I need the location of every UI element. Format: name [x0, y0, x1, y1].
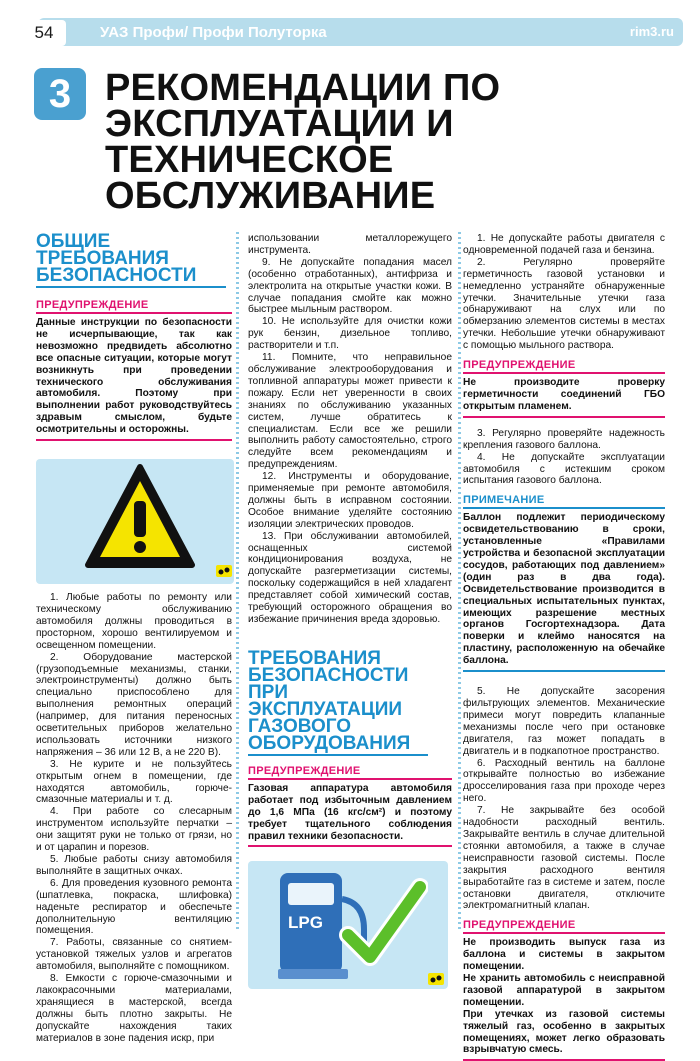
- warning-label: ПРЕДУПРЕЖДЕНИЕ: [248, 764, 452, 780]
- list-item: 10. Не используйте для очистки кожи рук бензин, дизельное топливо, растворители и т.п.: [248, 316, 452, 352]
- list-item: 5. Не допускайте засорения фильтрующих элементов. Механические примеси могут повредить клапанные механизмы после чего при остановке двигателя, газ может попадать в двигатель и в подкапотное пространство.: [463, 686, 665, 757]
- list-item: 1. Не допускайте работы двигателя с одновременной подачей газа и бензина.: [463, 233, 665, 256]
- warning-text: [463, 937, 665, 1059]
- warning-text: Газовая аппаратура автомобиля работает под избыточным давлением до 1,6 МПа (16 кгс/см²) и поэтому требует тщательного соблюдения правил техники безопасности.: [248, 782, 452, 842]
- wrench-icon: [216, 565, 232, 577]
- column-2: [248, 233, 452, 989]
- list-item: 2. Регулярно проверяйте герметичность газовой установки и немедленно устраняйте обнаруженные утечки. Значительные утечки газа обнаруживают на слух или по обмерзанию элементов системы в местах утечки. Небольшие утечки обнаруживают с помощью мыльного раствора.: [463, 256, 665, 352]
- list-item: 11. Помните, что неправильное обслуживание электрооборудования и топливной аппаратуры может привести к пожару. Если нет уверенности в своих знаниях по обслуживанию указанных систем, лучше обратитесь к специалистам. Если все же решили выполнить работу самостоятельно, строго следуйте всем рекомендациям и предупреждениям.: [248, 352, 452, 471]
- list-item: 13. При обслуживании автомобилей, оснащенных системой кондиционирования воздуха, не допускайте разгерметизации системы, поскольку содержащийся в ней хладагент представляет собой химический состав, требующий осторожного обращения во избежание причинения вреда здоровью.: [248, 530, 452, 625]
- warning-end-rule: [463, 416, 665, 418]
- note-end-rule: [463, 670, 665, 672]
- gas-list-b: [463, 428, 665, 488]
- header-site[interactable]: rim3.ru: [629, 24, 674, 39]
- warning-label: ПРЕДУПРЕЖДЕНИЕ: [36, 298, 232, 314]
- list-item: использовании металлорежущего инструмента.: [248, 233, 452, 256]
- column-1: [36, 233, 232, 1045]
- lpg-label: LPG: [288, 913, 323, 933]
- warning-end-rule: [248, 845, 452, 847]
- column-divider: [458, 232, 461, 932]
- list-item: 8. Емкости с горюче-смазочными и лакокрасочными материалами, хранящиеся в мастерской, всегда должны быть плотно закрыты. Не допускайте нахождения таких материалов в зоне падения искр, при: [36, 973, 232, 1044]
- page-title: РЕКОМЕНДАЦИИ ПО ЭКСПЛУАТАЦИИ И ТЕХНИЧЕСКОЕ ОБСЛУЖИВАНИЕ: [105, 67, 501, 217]
- warning-label: ПРЕДУПРЕЖДЕНИЕ: [463, 358, 665, 374]
- warning-text: Данные инструкции по безопасности не исчерпывающие, так как невозможно предвидеть абсолютно все опасные ситуации, которые могут возникнуть при проведении технического обслуживания автомобиля. Поэтому при выполнении работ руководствуйтесь здравым смыслом, будьте осмотрительны и осторожны.: [36, 317, 232, 436]
- note-label: ПРИМЕЧАНИЕ: [463, 493, 665, 509]
- list-item: 5. Любые работы снизу автомобиля выполняйте в защитных очках.: [36, 854, 232, 877]
- warning-line: При утечках из газовой системы тяжелый газ, особенно в закрытых помещениях, может легко образовать взрывчатую смесь.: [463, 1008, 665, 1056]
- list-item: 6. Расходный вентиль на баллоне открывайте полностью во избежание дросселирования газа при проходе через него.: [463, 757, 665, 805]
- safety-list-continued: [248, 233, 452, 626]
- warning-end-rule: [36, 439, 232, 441]
- section-heading: ТРЕБОВАНИЯ БЕЗОПАСНОСТИ ПРИ ЭКСПЛУАТАЦИИ ГАЗОВОГО ОБОРУДОВАНИЯ: [248, 650, 428, 756]
- section-number-badge: 3: [34, 68, 86, 120]
- list-item: 3. Не курите и не пользуйтесь открытым огнем в помещении, где находятся автомобиль, горюче-смазочные материалы и т. д.: [36, 758, 232, 806]
- gas-list-a: [463, 233, 665, 352]
- lpg-illustration: [248, 861, 452, 989]
- list-item: 3. Регулярно проверяйте надежность крепления газового баллона.: [463, 427, 665, 451]
- page-number: 54: [22, 20, 66, 46]
- warning-text: Не производите проверку герметичности соединений ГБО открытым пламенем.: [463, 377, 665, 412]
- list-item: 2. Оборудование мастерской (грузоподъемные механизмы, станки, электроинструменты) должно быть специально приспособлено для выполнения ремонтных операций (например, для питания переносных осветительных приборов желательно использовать источники низкого напряжения – 36 или 12 В, а не 220 В).: [36, 651, 232, 758]
- list-item: 9. Не допускайте попадания масел (особенно отработанных), антифриза и электролита на открытые участки кожи. В случае попадания смойте как можно быстрее мыльным раствором.: [248, 256, 452, 316]
- note-text: Баллон подлежит периодическому освидетельствованию в сроки, установленные «Правилами устройства и безопасной эксплуатации сосудов, работающих под давлением» (один раз в два года). Освидетельствование производится в специальных испытательных пунктах, имеющих разрешение местных органов Госгортехнадзора. Дата поверки и клеймо наносятся на пластину, расположенную на обечайке баллона.: [463, 512, 665, 667]
- warning-line: Не хранить автомобиль с неисправной газовой аппаратурой в закрытом помещении.: [463, 973, 665, 1008]
- list-item: 4. При работе со слесарным инструментом используйте перчатки – они защитят руки не только от грязи, но и от царапин и порезов.: [36, 806, 232, 854]
- wrench-icon: [428, 973, 444, 985]
- safety-list: [36, 592, 232, 1044]
- column-divider: [236, 232, 239, 932]
- warning-label: ПРЕДУПРЕЖДЕНИЕ: [463, 918, 665, 934]
- column-3: [463, 233, 665, 1061]
- hazard-illustration: [36, 459, 232, 584]
- list-item: 7. Не закрывайте без особой надобности расходный вентиль. Закрывайте вентиль в случае длительной стоянки автомобиля, а также в случае неисправности газовой системы. После закрытия расходного вентиля выработайте газ в системе и затем, после остановки двигателя, отключите электромагнитный клапан.: [463, 805, 665, 912]
- gas-list-c: [463, 686, 665, 912]
- warning-triangle-icon: [84, 463, 196, 571]
- list-item: 6. Для проведения кузовного ремонта (шпатлевка, покраска, шлифовка) наденьте респиратор и обеспечьте дополнительную вентиляцию помещения.: [36, 877, 232, 937]
- list-item: 12. Инструменты и оборудование, применяемые при ремонте автомобиля, должны быть в исправном состоянии. Особое внимание уделяйте состоянию изоляции электрических проводов.: [248, 471, 452, 530]
- section-heading: ОБЩИЕ ТРЕБОВАНИЯ БЕЗОПАСНОСТИ: [36, 233, 226, 288]
- warning-line: Не производить выпуск газа из баллона и системы в закрытом помещении.: [463, 937, 665, 973]
- list-item: 4. Не допускайте эксплуатации автомобиля с истекшим сроком испытания газового баллона.: [463, 451, 665, 487]
- list-item: 1. Любые работы по ремонту или техническому обслуживанию автомобиля должны проводиться в просторном, хорошо вентилируемом и освещенном помещении.: [36, 592, 232, 651]
- header-title: УАЗ Профи/ Профи Полуторка: [100, 24, 327, 41]
- list-item: 7. Работы, связанные со снятием-установкой тяжелых узлов и агрегатов автомобиля, выполняйте с помощником.: [36, 937, 232, 973]
